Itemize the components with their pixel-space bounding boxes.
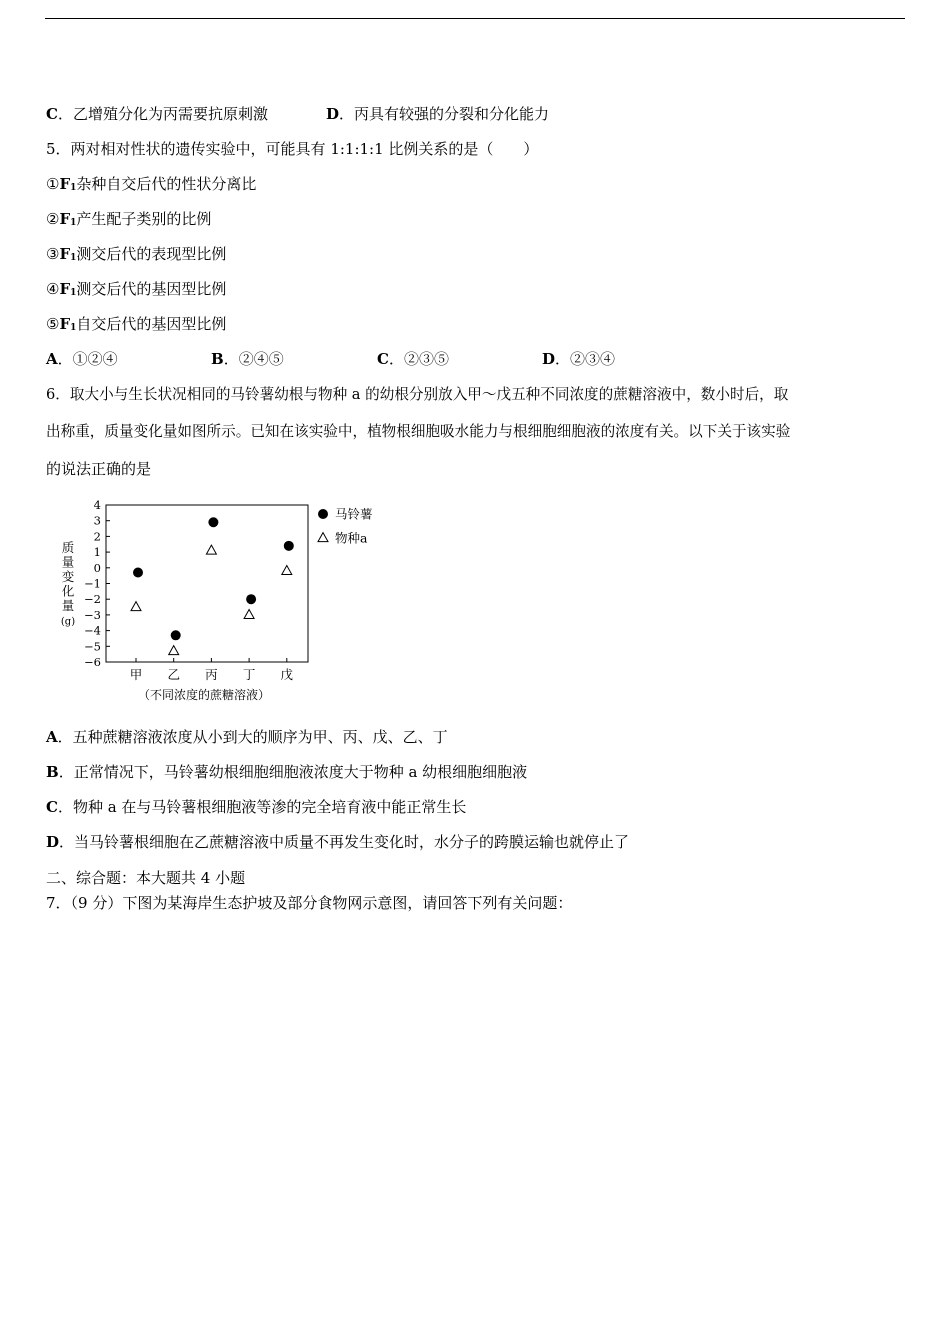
legend-marker-species-a xyxy=(318,533,328,542)
y-tick-label: 1 xyxy=(93,545,101,560)
q6-option-b: B．正常情况下，马铃薯幼根细胞细胞液浓度大于物种 a 幼根细胞细胞液 xyxy=(46,763,528,781)
q5-item-2: $②F_1$产生配子类别的比例 xyxy=(46,210,212,228)
y-label-char: 化 xyxy=(61,583,75,599)
y-tick-label: 3 xyxy=(93,513,101,528)
point-species-a xyxy=(169,646,179,655)
y-tick-label: −6 xyxy=(84,655,101,669)
q5-option-a: A．①②④ xyxy=(46,350,118,368)
y-tick-label: 2 xyxy=(93,529,101,544)
x-axis-label: （不同浓度的蔗糖溶液） xyxy=(137,688,271,702)
q4-option-d: D．丙具有较强的分裂和分化能力 xyxy=(326,105,550,123)
point-species-a xyxy=(282,566,292,575)
q4-option-c: C．乙增殖分化为丙需要抗原刺激 xyxy=(46,105,268,123)
y-label-char: 质 xyxy=(61,540,75,555)
y-tick-label: −5 xyxy=(84,639,101,654)
q7-stem: 7．（9 分）下图为某海岸生态护坡及部分食物网示意图，请回答下列有关问题： xyxy=(46,894,573,912)
point-species-a xyxy=(244,610,254,619)
y-tick-label: −4 xyxy=(84,623,101,638)
x-tick-label: 丙 xyxy=(205,667,218,682)
point-potato xyxy=(208,517,218,527)
y-axis-label xyxy=(61,540,75,628)
data-points xyxy=(131,517,294,654)
q5-item-3: $③F_1$测交后代的表现型比例 xyxy=(46,245,227,263)
q5-item-4: $④F_1$测交后代的基因型比例 xyxy=(46,280,227,298)
q6-stem-line-3: 的说法正确的是 xyxy=(46,460,152,478)
section-2-heading: 二、综合题：本大题共 4 小题 xyxy=(46,869,246,887)
mass-change-chart xyxy=(44,496,404,708)
y-tick-label: 4 xyxy=(93,498,101,512)
point-potato xyxy=(246,594,256,604)
q6-stem-line-2: 出称重，质量变化量如图所示。已知在该实验中，植物根细胞吸水能力与根细胞细胞液的浓度有关。以下关于该实验 xyxy=(46,423,791,440)
q5-stem: 5．两对相对性状的遗传实验中，可能具有 1:1:1:1 比例关系的是（ ） xyxy=(46,140,539,158)
y-label-char: 变 xyxy=(61,569,75,584)
point-potato xyxy=(133,568,143,578)
q6-option-d: D．当马铃薯根细胞在乙蔗糖溶液中质量不再发生变化时，水分子的跨膜运输也就停止了 xyxy=(46,833,630,851)
header-rule xyxy=(45,18,905,19)
y-label-char: 量 xyxy=(61,554,75,570)
plot-frame xyxy=(106,505,308,662)
legend-marker-potato xyxy=(318,509,328,519)
x-tick-label: 丁 xyxy=(242,667,256,682)
y-tick-label: −1 xyxy=(84,576,101,591)
point-species-a xyxy=(131,602,141,611)
x-tick-label: 甲 xyxy=(129,667,143,682)
q6-stem-line-1: 6．取大小与生长状况相同的马铃薯幼根与物种 a 的幼根分别放入甲～戊五种不同浓度的蔗糖溶液中，数小时后，取 xyxy=(46,386,789,403)
q5-item-1: $①F_1$杂种自交后代的性状分离比 xyxy=(46,175,257,193)
q5-option-b: B．②④⑤ xyxy=(211,350,284,368)
y-label-char: 量 xyxy=(61,598,75,613)
chart-legend xyxy=(318,507,373,546)
point-potato xyxy=(171,630,181,640)
q5-option-d: D．②③④ xyxy=(542,350,616,368)
y-label-char: (g) xyxy=(60,616,76,628)
q5-option-c: C．②③⑤ xyxy=(377,350,449,368)
point-species-a xyxy=(206,545,216,554)
point-potato xyxy=(284,541,294,551)
y-tick-label: 0 xyxy=(93,560,101,575)
y-tick-label: −2 xyxy=(84,592,101,607)
x-tick-label: 戊 xyxy=(280,667,294,682)
y-tick-label: −3 xyxy=(84,607,101,622)
q6-option-c: C．物种 a 在与马铃薯根细胞液等渗的完全培育液中能正常生长 xyxy=(46,798,467,816)
legend-label: 马铃薯 xyxy=(335,506,373,522)
legend-label: 物种a xyxy=(335,530,368,546)
q6-option-a: A．五种蔗糖溶液浓度从小到大的顺序为甲、丙、戊、乙、丁 xyxy=(46,728,448,746)
x-tick-label: 乙 xyxy=(167,667,180,682)
q5-item-5: $⑤F_1$自交后代的基因型比例 xyxy=(46,315,227,333)
